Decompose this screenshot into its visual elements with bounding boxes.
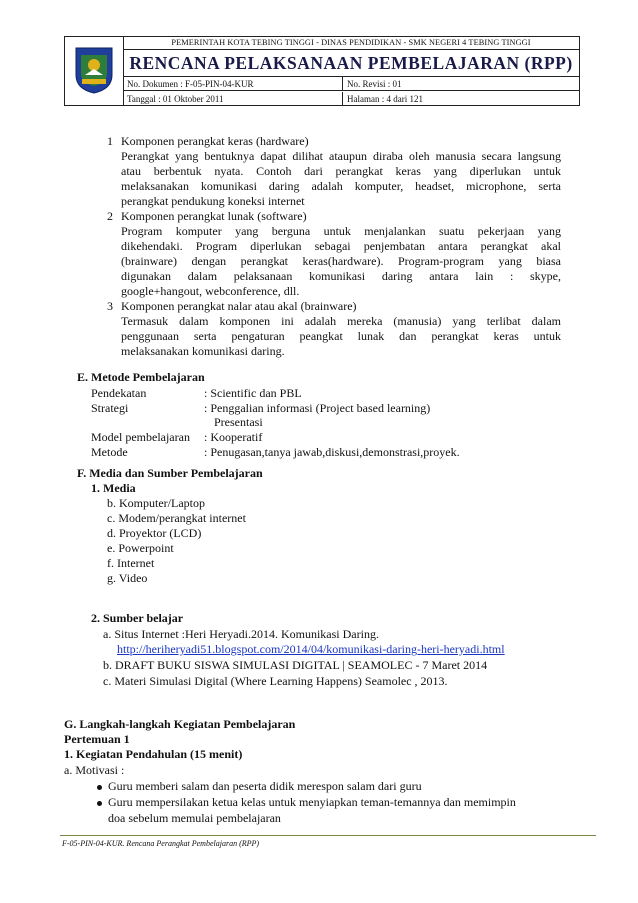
paragraph-line: melaksanakan komunikasi daring. (121, 344, 285, 358)
section-heading-metode: E. Metode Pembelajaran (77, 370, 205, 384)
paragraph-line: atau berbentuk nyata. Contoh dari perangkat keras yang diperlukan untuk (121, 164, 561, 178)
list-number: 2 (107, 209, 113, 223)
field-label: Model pembelajaran (91, 430, 190, 444)
section-heading-langkah: G. Langkah-langkah Kegiatan Pembelajaran (64, 717, 296, 731)
field-label: Strategi (91, 401, 129, 415)
field-value: Presentasi (214, 415, 263, 429)
list-number: 1 (107, 134, 113, 148)
document-header (64, 36, 580, 106)
list-item: g. Video (107, 571, 148, 585)
field-label: Metode (91, 445, 128, 459)
paragraph-line: google+hangout, webconference, dll. (121, 284, 300, 298)
paragraph-line: Perangkat yang bentuknya dapat dilihat ataupun diraba oleh manusia secara langsung (121, 149, 561, 163)
paragraph-line: Program komputer yang berguna untuk menjalankan suatu pekerjaan yang (121, 224, 561, 238)
footer-divider (60, 835, 596, 836)
revision-number: No. Revisi : 01 (343, 77, 579, 91)
paragraph-line: Termasuk dalam komponen ini adalah mereka (manusia) yang terlibat dalam (121, 314, 561, 328)
list-number: 3 (107, 299, 113, 313)
list-item: d. Proyektor (LCD) (107, 526, 202, 540)
source-item: a. Situs Internet :Heri Heryadi.2014. Komunikasi Daring. (103, 627, 379, 641)
paragraph-line: penggunaan serta pengaturan peangkat lunak dan perangkat keras untuk (121, 329, 561, 343)
paragraph-line: dikehendaki. Program diperlukan sebagai penjembatan antara perangkat akal (121, 239, 561, 253)
field-label: Pendekatan (91, 386, 147, 400)
footer-text: F-05-PIN-04-KUR. Rencana Perangkat Pembelajaran (RPP) (62, 839, 260, 848)
list-item: c. Modem/perangkat internet (107, 511, 246, 525)
document-title: RENCANA PELAKSANAAN PEMBELAJARAN (RPP) (123, 50, 579, 77)
meeting-label: Pertemuan 1 (64, 732, 130, 746)
source-item: b. DRAFT BUKU SISWA SIMULASI DIGITAL | SEAMOLEC - 7 Maret 2014 (103, 658, 488, 672)
paragraph-line: digunakan dalam pelaksanaan komunikasi daring antara lain : skype, (121, 269, 561, 283)
field-value: : Penggalian informasi (Project based learning) (204, 401, 431, 415)
school-emblem-icon (73, 45, 115, 95)
source-item: c. Materi Simulasi Digital (Where Learning Happens) Seamolec , 2013. (103, 674, 448, 688)
list-item-title: Komponen perangkat lunak (software) (121, 209, 307, 223)
list-item: doa sebelum memulai pembelajaran (108, 811, 281, 825)
list-item: e. Powerpoint (107, 541, 174, 555)
section-heading-media: F. Media dan Sumber Pembelajaran (77, 466, 263, 480)
page-number: Halaman : 4 dari 121 (347, 94, 423, 104)
source-link[interactable]: http://heriheryadi51.blogspot.com/2014/04/komunikasi-daring-heri-heryadi.html (117, 642, 505, 656)
list-item: Guru memberi salam dan peserta didik merespon salam dari guru (108, 779, 422, 793)
field-value: : Scientific dan PBL (204, 386, 302, 400)
doc-number: No. Dokumen : F-05-PIN-04-KUR (123, 77, 343, 91)
activity-heading: 1. Kegiatan Pendahulan (15 menit) (64, 747, 243, 761)
list-item: b. Komputer/Laptop (107, 496, 205, 510)
list-item-title: Komponen perangkat keras (hardware) (121, 134, 309, 148)
field-value: : Kooperatif (204, 430, 263, 444)
paragraph-line: (brainware) dengan perangkat keras(hardware). Program-program yang biasa (121, 254, 561, 268)
paragraph-line: perangkat pendukung koneksi internet (121, 194, 305, 208)
paragraph-line: melaksanakan komunikasi daring adalah komputer, headset, microphone, serta (121, 179, 561, 193)
doc-date: Tanggal : 01 Oktober 2011 (123, 92, 343, 105)
logo (65, 37, 124, 105)
list-item-title: Komponen perangkat nalar atau akal (brainware) (121, 299, 357, 313)
field-value: : Penugasan,tanya jawab,diskusi,demonstrasi,proyek. (204, 445, 460, 459)
subheading-sumber: 2. Sumber belajar (91, 611, 184, 625)
list-item: Guru mempersilakan ketua kelas untuk menyiapkan teman-temannya dan memimpin (108, 795, 516, 809)
bullet-icon (97, 785, 102, 790)
bullet-icon (97, 801, 102, 806)
subheading-media: 1. Media (91, 481, 136, 495)
list-item: f. Internet (107, 556, 155, 570)
motivation-label: a. Motivasi : (64, 763, 125, 777)
agency-line: PEMERINTAH KOTA TEBING TINGGI - DINAS PENDIDIKAN - SMK NEGERI 4 TEBING TINGGI (123, 37, 579, 50)
